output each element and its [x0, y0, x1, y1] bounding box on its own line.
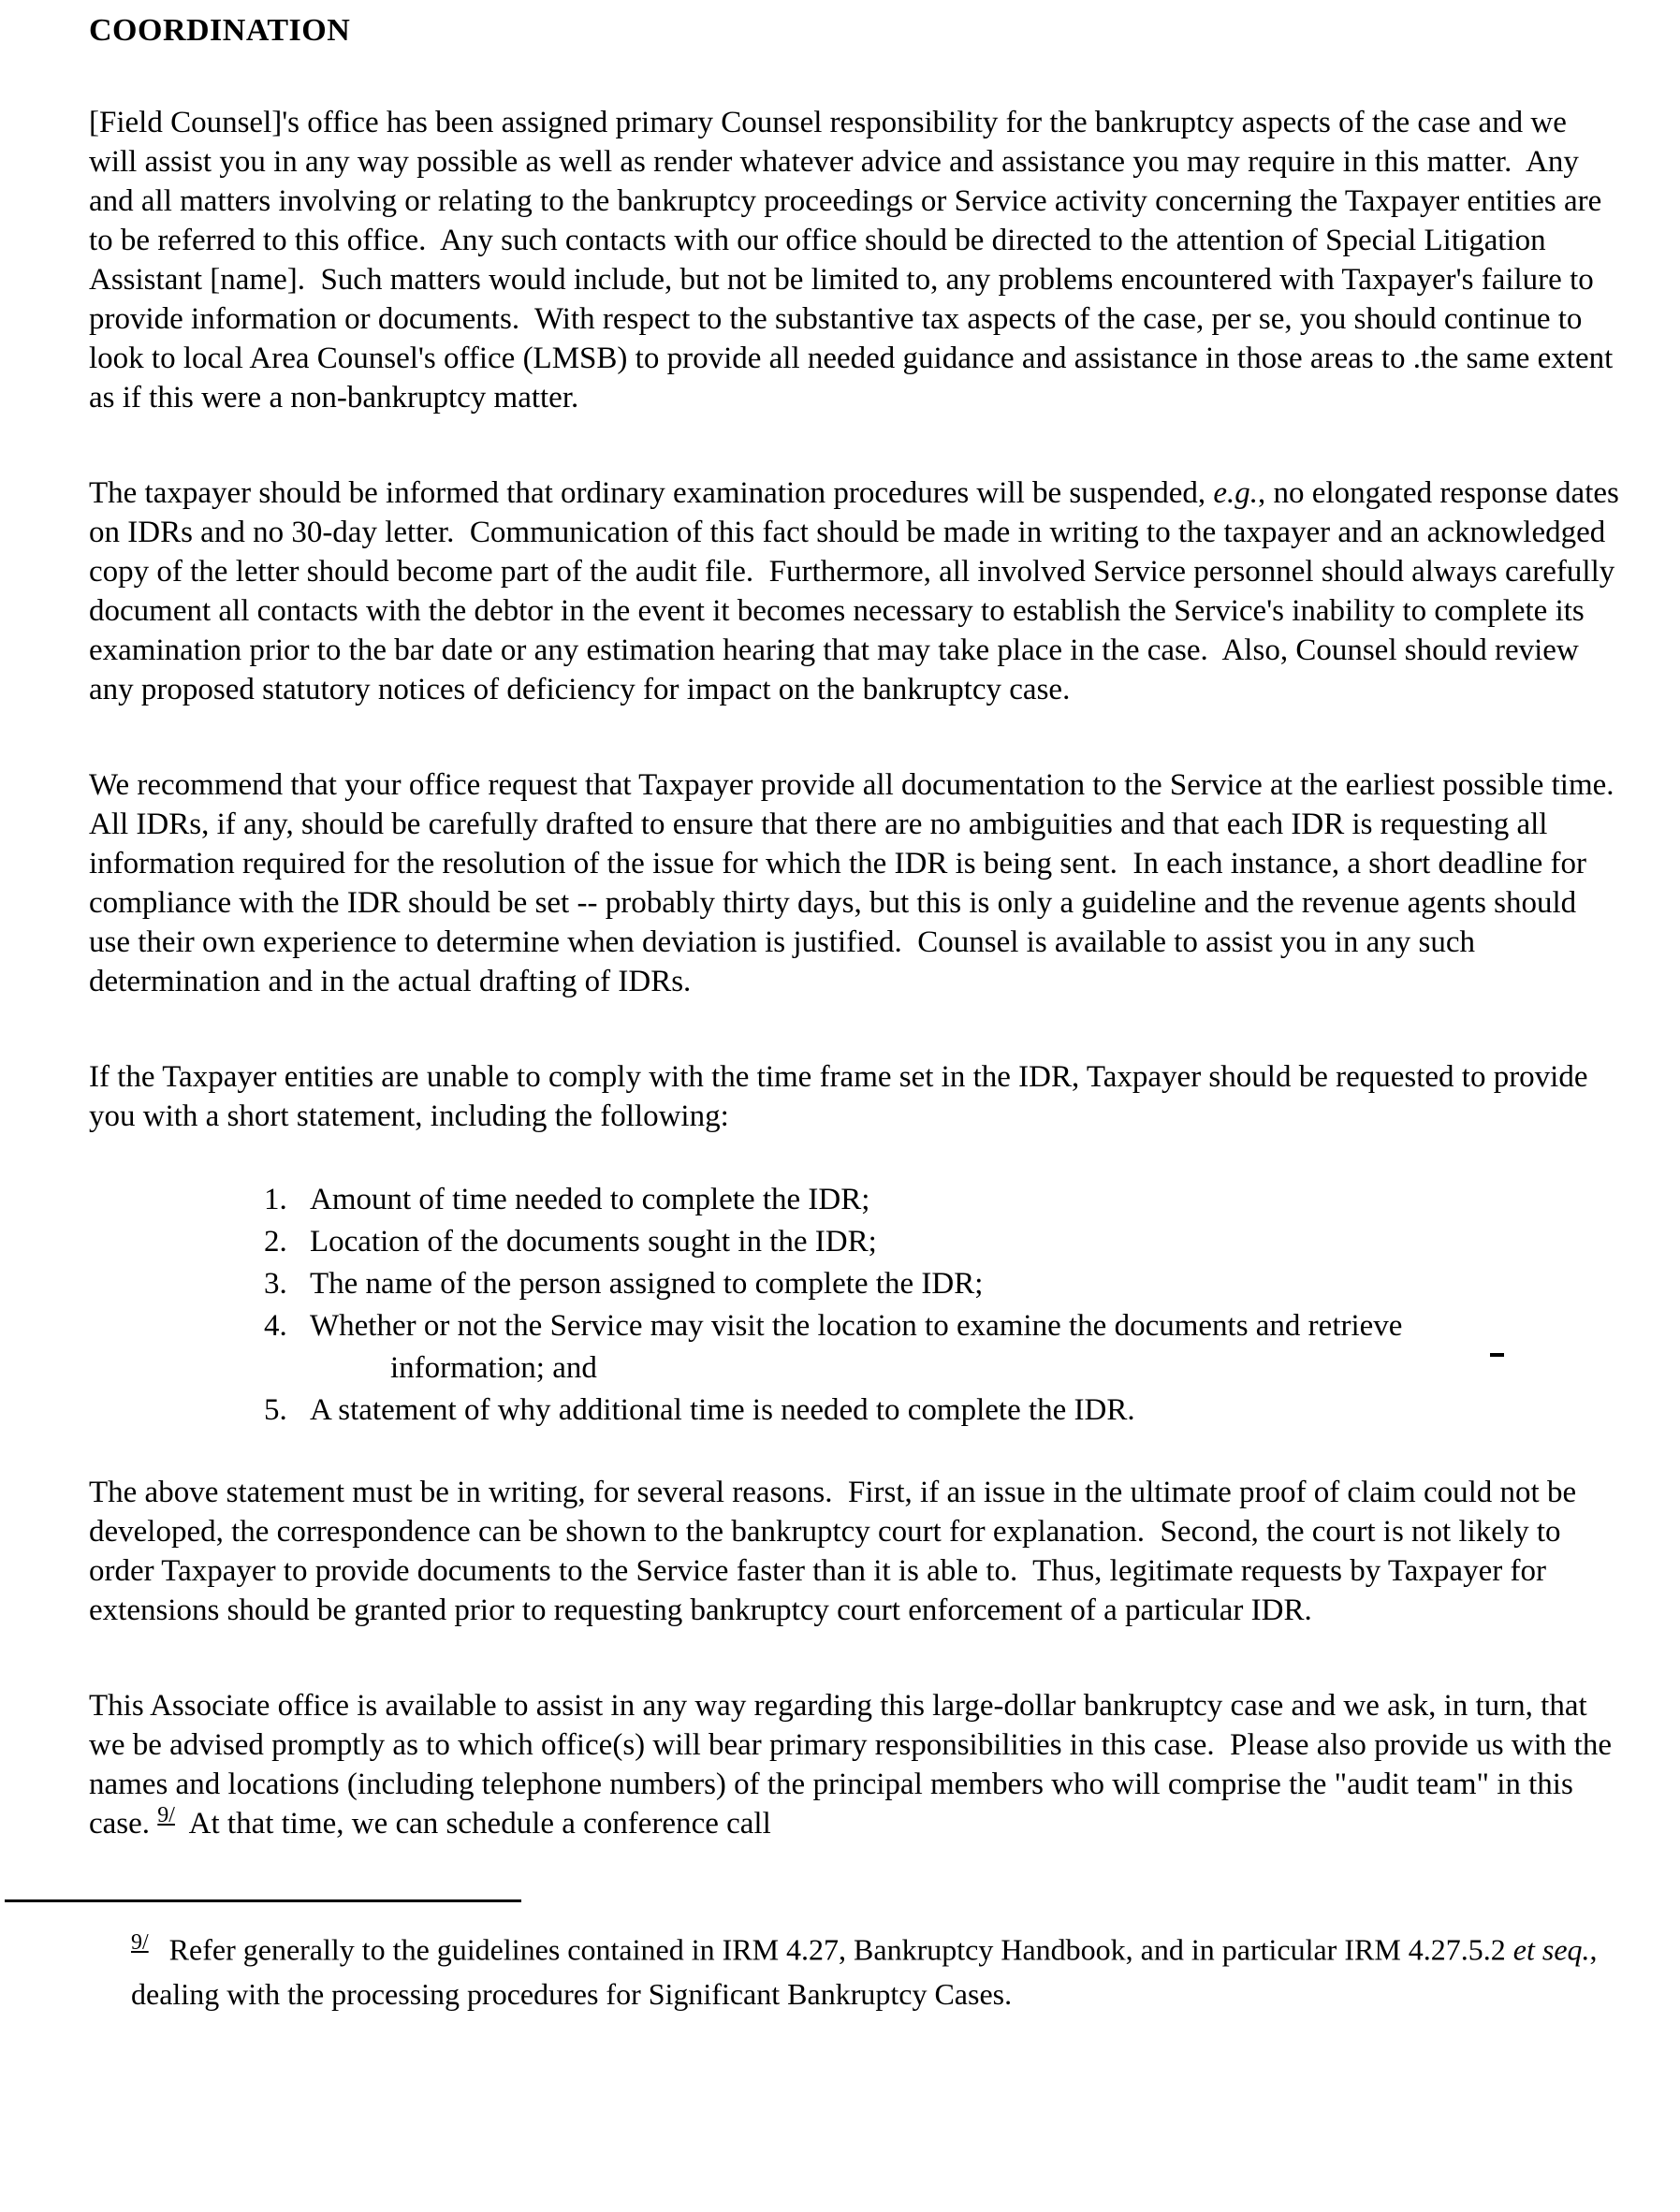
list-item-text: The name of the person assigned to complete the IDR;	[310, 1267, 984, 1301]
scan-artifact-dash	[1490, 1353, 1504, 1357]
list-item-text: Location of the documents sought in the IDR;	[310, 1225, 877, 1259]
footnote-separator-rule	[5, 1899, 521, 1902]
footnote	[131, 1921, 1622, 2016]
list-item-number: 5.	[264, 1393, 287, 1427]
paragraph-6-text-before: This Associate office is available to assist in any way regarding this large-dollar bankruptcy case and we ask, in turn, that we be advised promptly as to which office(s) will bear primary responsibilities in this case. Please also provide us with the names and locations (including telephone numbers) of the principal members who will comprise the "audit team" in this case.	[89, 1689, 1620, 1841]
paragraph-idr-intro: If the Taxpayer entities are unable to comply with the time frame set in the IDR, Taxpayer should be requested to provide you with a short statement, including the following:	[89, 1060, 1596, 1133]
paragraph-2-text-before: The taxpayer should be informed that ordinary examination procedures will be suspended,	[89, 476, 1214, 510]
footnote-text-before: Refer generally to the guidelines contained in IRM 4.27, Bankruptcy Handbook, and in particular IRM 4.27.5.2	[168, 1932, 1513, 1967]
list-item-text: Whether or not the Service may visit the location to examine the documents and retrieve	[310, 1309, 1403, 1343]
list-item-number: 1.	[264, 1183, 287, 1216]
list-item-text: Amount of time needed to complete the IDR;	[310, 1183, 870, 1216]
list-item-number: 4.	[264, 1309, 287, 1343]
paragraph-statement-in-writing: The above statement must be in writing, for several reasons. First, if an issue in the ultimate proof of claim could not be developed, the correspondence can be shown to the bankruptcy court for explanation. Second, the court is not likely to order Taxpayer to provide documents to the Service faster than it is able to. Thus, legitimate requests by Taxpayer for extensions should be granted prior to requesting bankruptcy court enforcement of a particular IDR.	[89, 1476, 1585, 1627]
paragraph-recommendation: We recommend that your office request that Taxpayer provide all documentation to the Service at the earliest possible time. All IDRs, if any, should be carefully drafted to ensure that there are no ambiguities and that each IDR is requesting all information required for the resolution of the issue for which the IDR is being sent. In each instance, a short deadline for compliance with the IDR should be set -- probably thirty days, but this is only a guideline and the revenue agents should use their own experience to determine when deviation is justified. Counsel is available to assist you in any such determination and in the actual drafting of IDRs.	[89, 768, 1629, 998]
page-title: COORDINATION	[89, 13, 351, 48]
paragraph-2-italic-eg: e.g.	[1213, 476, 1259, 510]
idr-requirements-list	[89, 1179, 1622, 1432]
paragraph-6-text-after: At that time, we can schedule a conference call	[174, 1807, 771, 1841]
list-item-number: 2.	[264, 1225, 287, 1259]
list-item	[89, 1179, 1622, 1221]
footnote-italic-et-seq: et seq.	[1512, 1932, 1590, 1967]
list-item	[89, 1263, 1622, 1305]
paragraph-2-text-after: , no elongated response dates on IDRs and no 30-day letter. Communication of this fact should be made in writing to the taxpayer and an acknowledged copy of the letter should become part of the audit file. Furthermore, all involved Service personnel should always carefully document all contacts with the debtor in the event it becomes necessary to establish the Service's inability to complete its examination prior to the bar date or any estimation hearing that may take place in the case. Also, Counsel should review any proposed statutory notices of deficiency for impact on the bankruptcy case.	[89, 476, 1628, 706]
list-item-continuation: information; and	[390, 1351, 597, 1385]
footnote-reference-mark: 9/	[157, 1803, 175, 1827]
list-item	[89, 1390, 1622, 1432]
paragraph-associate-office	[89, 1686, 1622, 1843]
paragraph-field-counsel: [Field Counsel]'s office has been assigned primary Counsel responsibility for the bankruptcy aspects of the case and we will assist you in any way possible as well as render whatever advice and assistance you may require in this matter. Any and all matters involving or relating to the bankruptcy proceedings or Service activity concerning the Taxpayer entities are to be referred to this office. Any such contacts with our office should be directed to the attention of Special Litigation Assistant [name]. Such matters would include, but not be limited to, any problems encountered with Taxpayer's failure to provide information or documents. With respect to the substantive tax aspects of the case, per se, you should continue to look to local Area Counsel's office (LMSB) to provide all needed guidance and assistance in those areas to .the same extent as if this were a non-bankruptcy matter.	[89, 106, 1621, 415]
list-item-text: A statement of why additional time is needed to complete the IDR.	[310, 1393, 1135, 1427]
footnote-text-after: , dealing with the processing procedures for Significant Bankruptcy Cases.	[131, 1932, 1605, 2011]
list-item	[89, 1305, 1622, 1390]
footnote-marker: 9/	[131, 1930, 149, 1955]
list-item	[89, 1221, 1622, 1263]
list-item-number: 3.	[264, 1267, 287, 1301]
paragraph-taxpayer-informed	[89, 473, 1628, 709]
